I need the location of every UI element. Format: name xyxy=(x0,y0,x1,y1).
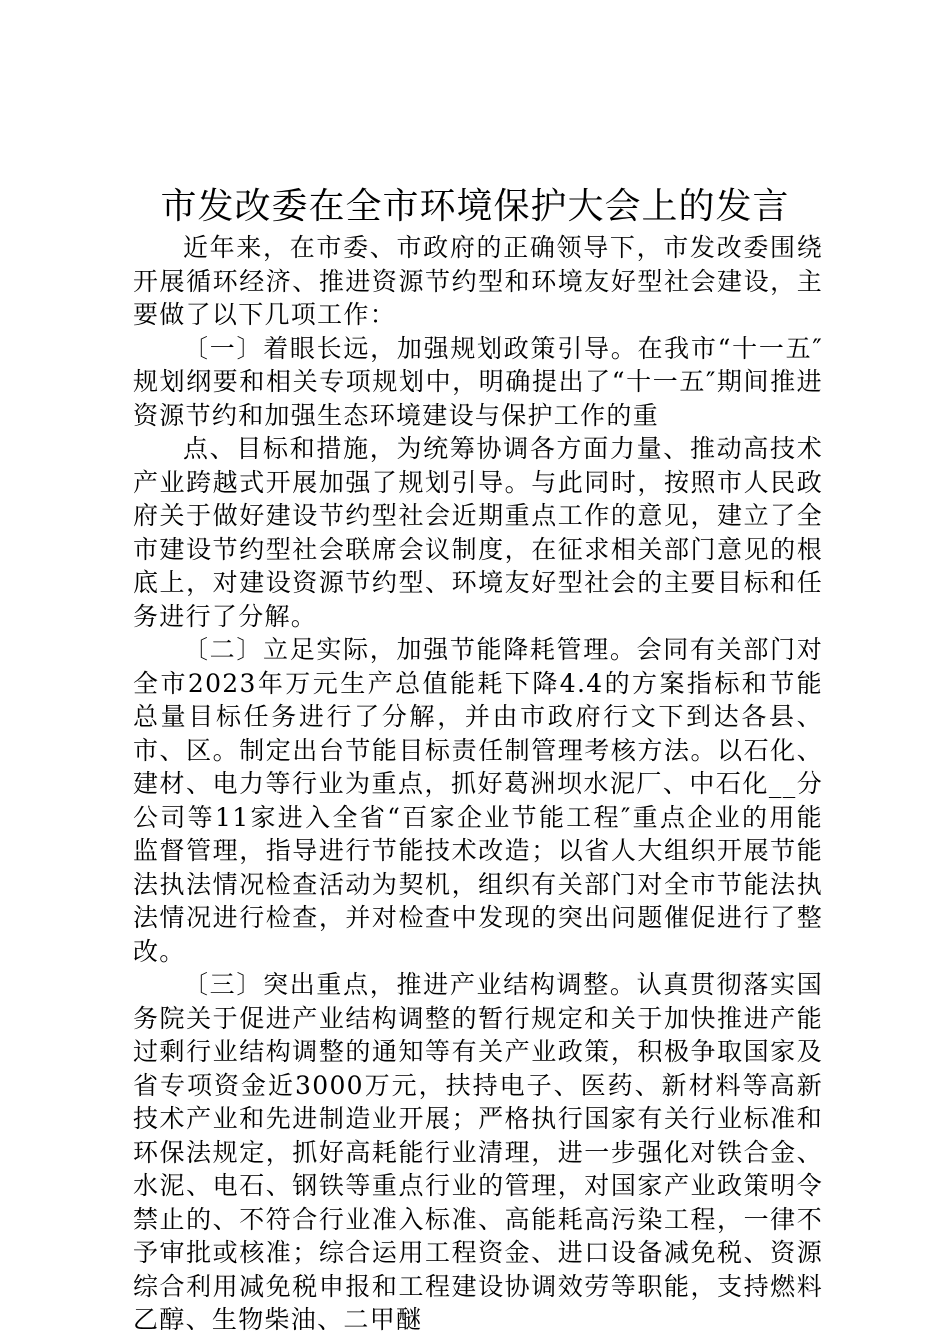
document-body xyxy=(133,231,823,1337)
paragraph-section-1: 〔一〕着眼长远，加强规划政策引导。在我市“十一五″规划纲要和相关专项规划中，明确提出了“十一五″期间推进资源节约和加强生态环境建设与保护工作的重 xyxy=(133,333,823,430)
paragraph-intro: 近年来，在市委、市政府的正确领导下，市发改委围绕开展循环经济、推进资源节约型和环境友好型社会建设，主要做了以下几项工作： xyxy=(133,233,823,329)
paragraph-section-1-continued: 点、目标和措施，为统筹协调各方面力量、推动高技术产业跨越式开展加强了规划引导。与此同时，按照市人民政府关于做好建设节约型社会近期重点工作的意见，建立了全市建设节约型社会联席会议制度，在征求相关部门意见的根底上，对建设资源节约型、环境友好型社会的主要目标和任务进行了分解。 xyxy=(133,434,823,631)
document-title: 市发改委在全市环境保护大会上的发言 xyxy=(160,186,790,227)
paragraph-section-2: 〔二〕立足实际，加强节能降耗管理。会同有关部门对全市2023年万元生产总值能耗下降4.4的方案指标和节能总量目标任务进行了分解，并由市政府行文下到达各县、市、区。制定出台节能目标责任制管理考核方法。以石化、建材、电力等行业为重点，抓好葛洲坝水泥厂、中石化__分公司等11家进入全省“百家企业节能工程″重点企业的用能监督管理，指导进行节能技术改造；以省人大组织开展节能法执法情况检查活动为契机，组织有关部门对全市节能法执法情况进行检查，并对检查中发现的突出问题催促进行了整改。 xyxy=(133,635,823,966)
paragraph-section-3: 〔三〕突出重点，推进产业结构调整。认真贯彻落实国务院关于促进产业结构调整的暂行规定和关于加快推进产能过剩行业结构调整的通知等有关产业政策，积极争取国家及省专项资金近3000万元，扶持电子、医药、新材料等高新技术产业和先进制造业开展；严格执行国家有关行业标准和环保法规定，抓好高耗能行业清理，进一步强化对铁合金、水泥、电石、钢铁等重点行业的管理，对国家产业政策明令禁止的、不符合行业准入标准、高能耗高污染工程，一律不予审批或核准；综合运用工程资金、进口设备减免税、资源综合利用减免税申报和工程建设协调效劳等职能，支持燃料乙醇、生物柴油、二甲醚 xyxy=(133,970,823,1334)
